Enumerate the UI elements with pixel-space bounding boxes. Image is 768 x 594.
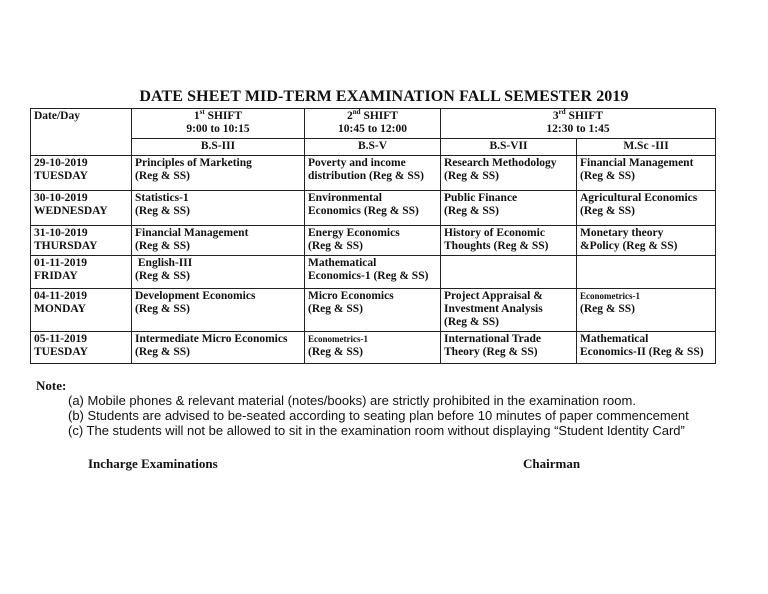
exam-cell: Financial Management (Reg & SS)	[132, 226, 305, 256]
notes-heading: Note:	[36, 378, 67, 393]
table-row	[31, 332, 716, 364]
exam-cell: Agricultural Economics (Reg & SS)	[577, 191, 716, 226]
exam-cell: Mathematical Economics-1 (Reg & SS)	[305, 256, 441, 289]
table-row	[31, 191, 716, 226]
date-cell: 01-11-2019 FRIDAY	[31, 256, 132, 289]
exam-cell: Financial Management (Reg & SS)	[577, 156, 716, 191]
exam-cell: Principles of Marketing (Reg & SS)	[132, 156, 305, 191]
exam-cell: Econometrics-1 (Reg & SS)	[577, 289, 716, 332]
exam-cell: English-III (Reg & SS)	[132, 256, 305, 289]
program-header-row	[31, 139, 716, 156]
exam-cell: Intermediate Micro Economics (Reg & SS)	[132, 332, 305, 364]
program-header: B.S-VII	[441, 139, 577, 156]
exam-cell: Research Methodology (Reg & SS)	[441, 156, 577, 191]
table-row	[31, 226, 716, 256]
table-row	[31, 156, 716, 191]
shift-1-time: 9:00 to 10:15	[186, 123, 250, 135]
exam-cell-empty	[441, 256, 577, 289]
exam-cell: Statistics-1 (Reg & SS)	[132, 191, 305, 226]
shift-2-header: 2nd SHIFT 10:45 to 12:00	[305, 109, 441, 139]
note-item: (c) The students will not be allowed to sit in the examination room without displaying “Student Identity Card”	[68, 423, 685, 438]
date-cell: 04-11-2019 MONDAY	[31, 289, 132, 332]
exam-cell: International Trade Theory (Reg & SS)	[441, 332, 577, 364]
shift-header-row	[31, 109, 716, 139]
note-item: (b) Students are advised to be-seated according to seating plan before 10 minutes of paper commencement	[68, 408, 689, 423]
program-header: M.Sc -III	[577, 139, 716, 156]
shift-1-header: 1st SHIFT 9:00 to 10:15	[132, 109, 305, 139]
exam-cell: History of Economic Thoughts (Reg & SS)	[441, 226, 577, 256]
date-cell: 29-10-2019 TUESDAY	[31, 156, 132, 191]
exam-cell: Monetary theory &Policy (Reg & SS)	[577, 226, 716, 256]
date-cell: 30-10-2019 WEDNESDAY	[31, 191, 132, 226]
exam-cell-empty	[577, 256, 716, 289]
program-header: B.S-III	[132, 139, 305, 156]
program-header: B.S-V	[305, 139, 441, 156]
shift-3-time: 12:30 to 1:45	[546, 123, 610, 135]
page-title: DATE SHEET MID-TERM EXAMINATION FALL SEMESTER 2019	[139, 88, 629, 105]
exam-cell: Energy Economics (Reg & SS)	[305, 226, 441, 256]
exam-cell: Mathematical Economics-II (Reg & SS)	[577, 332, 716, 364]
table-row	[31, 256, 716, 289]
exam-cell: Development Economics (Reg & SS)	[132, 289, 305, 332]
shift-3-header: 3rd SHIFT 12:30 to 1:45	[441, 109, 716, 139]
exam-cell: Public Finance (Reg & SS)	[441, 191, 577, 226]
exam-cell: Poverty and income distribution (Reg & SS)	[305, 156, 441, 191]
incharge-signature-label: Incharge Examinations	[88, 456, 218, 471]
shift-2-time: 10:45 to 12:00	[338, 123, 407, 135]
exam-cell: Project Appraisal & Investment Analysis (Reg & SS)	[441, 289, 577, 332]
date-sheet-table	[30, 108, 716, 364]
exam-cell: Micro Economics (Reg & SS)	[305, 289, 441, 332]
note-item: (a) Mobile phones & relevant material (notes/books) are strictly prohibited in the examination room.	[68, 393, 636, 408]
date-cell: 05-11-2019 TUESDAY	[31, 332, 132, 364]
date-day-header: Date/Day	[31, 109, 132, 156]
exam-cell: Environmental Economics (Reg & SS)	[305, 191, 441, 226]
table-row	[31, 289, 716, 332]
chairman-signature-label: Chairman	[523, 456, 581, 471]
date-cell: 31-10-2019 THURSDAY	[31, 226, 132, 256]
notes-section	[36, 378, 689, 438]
exam-cell: Econometrics-1 (Reg & SS)	[305, 332, 441, 364]
